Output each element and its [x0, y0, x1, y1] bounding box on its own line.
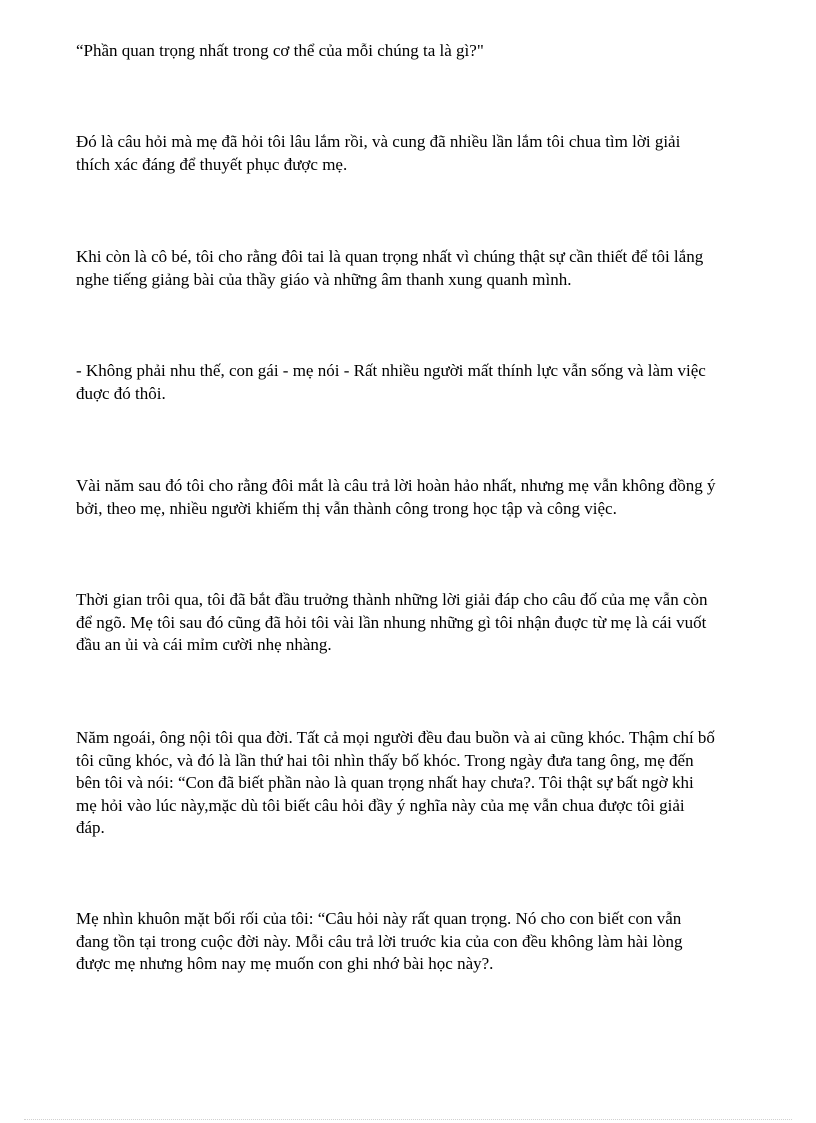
paragraph-line: Đó là câu hỏi mà mẹ đã hỏi tôi lâu lắm rồi, và cung đã nhiều lần lắm tôi chua tìm lời giải: [76, 132, 681, 151]
paragraph-5: [76, 475, 786, 520]
paragraph-line: thích xác đáng để thuyết phục được mẹ.: [76, 154, 348, 174]
paragraph-line: Thời gian trôi qua, tôi đã bắt đầu truởng thành những lời giải đáp cho câu đố của mẹ vẫn còn: [76, 590, 708, 609]
paragraph-line: Năm ngoái, ông nội tôi qua đời. Tất cả mọi người đều đau buồn và ai cũng khóc. Thậm chí bố: [76, 728, 715, 747]
paragraph-8: [76, 908, 786, 976]
paragraph-line: Mẹ nhìn khuôn mặt bối rối của tôi: “Câu hỏi này rất quan trọng. Nó cho con biết con vẫn: [76, 909, 682, 928]
paragraph-1: [76, 40, 786, 63]
paragraph-line: đầu an ủi và cái mỉm cười nhẹ nhàng.: [76, 635, 332, 654]
paragraph-line: nghe tiếng giảng bài của thầy giáo và những âm thanh xung quanh mình.: [76, 269, 572, 289]
paragraph-7: [76, 727, 786, 840]
paragraph-line: đáp.: [76, 818, 105, 837]
paragraph-line: bởi, theo mẹ, nhiều người khiếm thị vẫn thành công trong học tập và công việc.: [76, 498, 617, 518]
paragraph-line: Khi còn là cô bé, tôi cho rằng đôi tai là quan trọng nhất vì chúng thật sự cần thiết để tôi lắng: [76, 247, 704, 266]
paragraph-line: đang tồn tại trong cuộc đời này. Mỗi câu trả lời truớc kia của con đều không làm hài lòng: [76, 931, 683, 951]
paragraph-line: - Không phải nhu thế, con gái - mẹ nói - Rất nhiều người mất thính lực vẫn sống và làm việc: [76, 361, 706, 380]
paragraph-6: [76, 589, 786, 657]
paragraph-line: để ngõ. Mẹ tôi sau đó cũng đã hỏi tôi vài lần nhung những gì tôi nhận đuợc từ mẹ là cái vuốt: [76, 612, 707, 632]
paragraph-line: đuợc đó thôi.: [76, 383, 166, 403]
paragraph-line: tôi cũng khóc, và đó là lần thứ hai tôi nhìn thấy bố khóc. Trong ngày đưa tang ông, mẹ đến: [76, 750, 694, 770]
paragraph-line: mẹ hỏi vào lúc này,mặc dù tôi biết câu hỏi đầy ý nghĩa này của mẹ vẫn chua được tôi giải: [76, 795, 685, 815]
paragraph-3: [76, 246, 786, 291]
paragraph-2: [76, 131, 786, 176]
paragraph-4: [76, 360, 786, 405]
paragraph-line: được mẹ nhưng hôm nay mẹ muốn con ghi nhớ bài học này?.: [76, 954, 494, 973]
paragraph-line: “Phần quan trọng nhất trong cơ thể của mỗi chúng ta là gì?": [76, 41, 484, 60]
paragraph-line: Vài năm sau đó tôi cho rằng đôi mắt là câu trả lời hoàn hảo nhất, nhưng mẹ vẫn không đồng ý: [76, 476, 716, 495]
paragraph-line: bên tôi và nói: “Con đã biết phần nào là quan trọng nhất hay chưa?. Tôi thật sự bất ngờ khi: [76, 773, 694, 792]
page-bottom-rule: [24, 1119, 792, 1120]
